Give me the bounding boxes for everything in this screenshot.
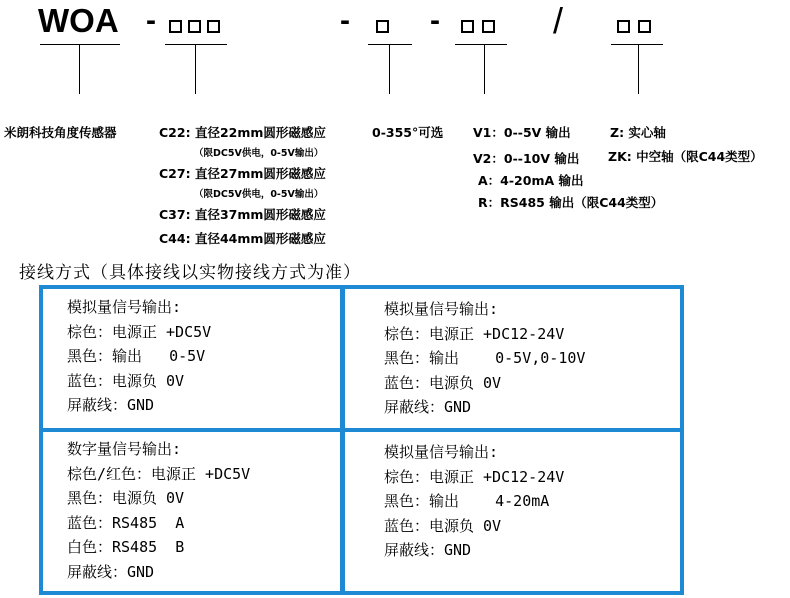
magnet-option bbox=[159, 164, 326, 182]
cell-title: 模拟量信号输出: bbox=[384, 443, 499, 461]
cell-line: 屏蔽线：GND bbox=[384, 398, 472, 416]
cell-line: 棕色：电源正 +DC5V bbox=[67, 322, 212, 341]
underline bbox=[40, 44, 120, 45]
placeholder-box-icon bbox=[169, 20, 182, 33]
magnet-text: 直径44mm圆形磁感应 bbox=[194, 231, 326, 246]
wiring-cell-top-left bbox=[67, 295, 211, 418]
model-dash: - bbox=[340, 4, 350, 37]
cell-line: 蓝色：RS485 A bbox=[67, 513, 185, 532]
shaft-option: ZK: 中空轴（限C44类型） bbox=[608, 149, 763, 164]
underline bbox=[368, 44, 412, 45]
brand-label: 米朗科技角度传感器 bbox=[4, 125, 117, 140]
magnet-option bbox=[159, 205, 326, 223]
cell-line: 白色：RS485 B bbox=[67, 538, 185, 556]
cell-line: 黑色：输出 4-20mA bbox=[384, 492, 550, 510]
magnet-code: C22: bbox=[159, 125, 191, 140]
cell-line: 蓝色：电源负 0V bbox=[384, 373, 502, 392]
cell-line: 屏蔽线：GND bbox=[67, 396, 155, 414]
output-option: V2：0--10V 输出 bbox=[473, 151, 580, 166]
output-option: V1：0--5V 输出 bbox=[473, 125, 571, 140]
connector-line bbox=[638, 44, 639, 94]
cell-line: 棕色：电源正 +DC12-24V bbox=[384, 467, 565, 486]
shaft-option: Z: 实心轴 bbox=[610, 125, 666, 140]
underline bbox=[455, 44, 507, 45]
placeholder-box-icon bbox=[617, 20, 630, 33]
model-dash: - bbox=[146, 4, 156, 37]
magnet-option bbox=[159, 229, 326, 247]
wiring-title: 接线方式（具体接线以实物接线方式为准） bbox=[19, 263, 361, 283]
connector-line bbox=[484, 44, 485, 94]
magnet-note: （限DC5V供电，0-5V输出） bbox=[194, 148, 324, 159]
model-prefix: WOA bbox=[38, 2, 119, 39]
cell-line: 黑色：输出 0-5V,0-10V bbox=[384, 349, 586, 367]
wiring-cell-top-right bbox=[384, 297, 585, 420]
model-slash: / bbox=[553, 0, 564, 41]
model-dash: - bbox=[430, 4, 440, 37]
cell-title: 数字量信号输出: bbox=[67, 440, 182, 458]
connector-line bbox=[389, 44, 390, 94]
magnet-text: 直径22mm圆形磁感应 bbox=[194, 125, 326, 140]
magnet-code: C37: bbox=[159, 207, 191, 222]
underline bbox=[165, 44, 227, 45]
cell-line: 蓝色：电源负 0V bbox=[67, 371, 185, 390]
magnet-note: （限DC5V供电，0-5V输出） bbox=[194, 189, 324, 200]
grid-divider bbox=[340, 285, 345, 595]
wiring-cell-bottom-left bbox=[67, 437, 250, 584]
connector-line bbox=[79, 44, 80, 94]
cell-title: 模拟量信号输出: bbox=[67, 298, 182, 316]
underline bbox=[611, 44, 663, 45]
cell-line: 棕色：电源正 +DC12-24V bbox=[384, 324, 565, 343]
magnet-code: C27: bbox=[159, 166, 191, 181]
cell-line: 黑色：输出 0-5V bbox=[67, 347, 206, 365]
cell-line: 蓝色：电源负 0V bbox=[384, 516, 502, 535]
output-option: A：4-20mA 输出 bbox=[478, 173, 584, 188]
cell-title: 模拟量信号输出: bbox=[384, 300, 499, 318]
placeholder-box-icon bbox=[207, 20, 220, 33]
magnet-text: 直径27mm圆形磁感应 bbox=[194, 166, 326, 181]
placeholder-box-icon bbox=[638, 20, 651, 33]
wiring-cell-bottom-right bbox=[384, 440, 564, 563]
magnet-option bbox=[159, 123, 326, 141]
connector-line bbox=[195, 44, 196, 94]
output-option: R：RS485 输出（限C44类型） bbox=[478, 195, 664, 210]
placeholder-box-icon bbox=[461, 20, 474, 33]
magnet-code: C44: bbox=[159, 231, 191, 246]
placeholder-box-icon bbox=[482, 20, 495, 33]
cell-line: 黑色：电源负 0V bbox=[67, 489, 185, 507]
grid-divider bbox=[39, 428, 684, 432]
magnet-text: 直径37mm圆形磁感应 bbox=[194, 207, 326, 222]
angle-label: 0-355°可选 bbox=[372, 125, 444, 140]
cell-line: 屏蔽线：GND bbox=[384, 541, 472, 559]
placeholder-box-icon bbox=[376, 20, 389, 33]
placeholder-box-icon bbox=[188, 20, 201, 33]
cell-line: 屏蔽线：GND bbox=[67, 562, 155, 581]
cell-line: 棕色/红色：电源正 +DC5V bbox=[67, 464, 251, 483]
